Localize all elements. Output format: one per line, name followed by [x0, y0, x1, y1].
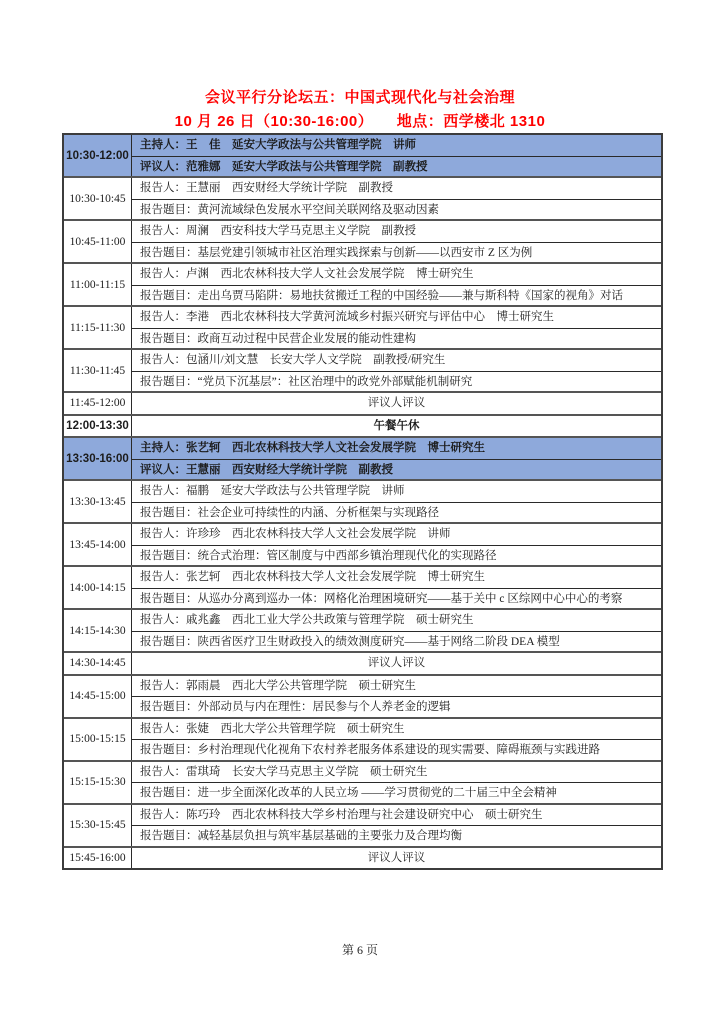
time-cell: 15:00-15:15: [64, 719, 132, 760]
content-line: 报告人：周澜 西安科技大学马克思主义学院 副教授: [140, 225, 416, 237]
schedule-row-group: [64, 522, 661, 565]
content-line: 报告题目：统合式治理：管区制度与中西部乡镇治理现代化的实现路径: [132, 545, 661, 566]
content-cell: [132, 805, 661, 846]
content-line: 报告题目：走出乌贾马陷阱：易地扶贫搬迁工程的中国经验——兼与斯科特《国家的视角》对话: [132, 285, 661, 306]
content-cell: [132, 848, 661, 869]
content-cell: [132, 676, 661, 717]
content-cell: [132, 350, 661, 391]
time-cell: 11:15-11:30: [64, 307, 132, 348]
schedule-row-group: [64, 436, 661, 479]
content-line: 报告题目：减轻基层负担与筑牢基层基础的主要张力及合理均衡: [132, 825, 661, 846]
content-cell: [132, 307, 661, 348]
schedule-row-group: [64, 305, 661, 348]
content-line: 报告人：许珍珍 西北农林科技大学人文社会发展学院 讲师: [140, 528, 451, 540]
page-number: 第 6 页: [341, 943, 378, 957]
schedule-row-group: [64, 176, 661, 219]
content-cell: [132, 393, 661, 414]
time-cell: 10:30-10:45: [64, 178, 132, 219]
schedule-row-group: [64, 348, 661, 391]
content-cell: [132, 610, 661, 651]
content-line: 报告人：包涵川/刘文慧 长安大学人文学院 副教授/研究生: [140, 354, 446, 366]
content-line: 报告人：张婕 西北大学公共管理学院 硕士研究生: [140, 722, 405, 735]
content-line: 评议人：王慧丽 西安财经大学统计学院 副教授: [132, 459, 661, 480]
schedule-row-group: [64, 846, 661, 869]
content-cell: [132, 416, 661, 437]
time-cell: 14:15-14:30: [64, 610, 132, 651]
content-line: 报告人：卢渊 西北农林科技大学人文社会发展学院 博士研究生: [140, 268, 474, 280]
time-cell: 14:45-15:00: [64, 676, 132, 717]
content-line: 报告人：李港 西北农林科技大学黄河流域乡村振兴研究与评估中心 博士研究生: [140, 311, 554, 323]
content-cell: [132, 178, 661, 219]
schedule-row-group: [64, 717, 661, 760]
content-line: 报告题目：乡村治理现代化视角下农村养老服务体系建设的现实需要、障碍瓶颈与实践进路: [132, 739, 661, 760]
time-cell: 15:45-16:00: [64, 848, 132, 869]
content-line: 报告人：福鹏 延安大学政法与公共管理学院 讲师: [140, 485, 405, 497]
time-cell: 14:00-14:15: [64, 567, 132, 608]
schedule-row-group: [64, 760, 661, 803]
content-cell: [132, 438, 661, 479]
content-line: 报告题目：进一步全面深化改革的人民立场 ——学习贯彻党的二十届三中全会精神: [132, 782, 661, 803]
content-line: 报告人：陈巧玲 西北农林科技大学乡村治理与社会建设研究中心 硕士研究生: [140, 808, 543, 821]
content-cell: [132, 135, 661, 176]
time-cell: 11:45-12:00: [64, 393, 132, 414]
schedule-row-group: [64, 479, 661, 522]
content-cell: [132, 481, 661, 522]
content-line: 报告题目：陕西省医疗卫生财政投入的绩效测度研究——基于网络二阶段 DEA 模型: [132, 631, 661, 652]
content-cell: [132, 221, 661, 262]
content-cell: [132, 762, 661, 803]
content-line: 报告题目：“党员下沉基层”：社区治理中的政党外部赋能机制研究: [132, 371, 661, 392]
content-cell: [132, 524, 661, 565]
content-line: 报告题目：从巡办分离到巡办一体：网格化治理困境研究——基于关中 c 区综网中心中心的考察: [132, 588, 661, 609]
content-cell: [132, 264, 661, 305]
time-cell: 11:30-11:45: [64, 350, 132, 391]
schedule-row-group: [64, 803, 661, 846]
content-line: 报告人：郭雨晨 西北大学公共管理学院 硕士研究生: [140, 679, 416, 692]
content-cell: [132, 653, 661, 674]
content-cell: [132, 567, 661, 608]
content-line: 报告人：雷琪琦 长安大学马克思主义学院 硕士研究生: [140, 765, 428, 778]
content-line: 报告人：王慧丽 西安财经大学统计学院 副教授: [140, 182, 393, 194]
schedule-row-group: [64, 651, 661, 674]
content-line: 报告题目：政商互动过程中民营企业发展的能动性建构: [132, 328, 661, 349]
content-line: 报告题目：黄河流域绿色发展水平空间关联网络及驱动因素: [132, 199, 661, 220]
content-line: 评议人评议: [367, 397, 426, 409]
schedule-row-group: [64, 219, 661, 262]
time-cell: 10:30-12:00: [64, 135, 132, 176]
content-line: 报告题目：社会企业可持续性的内涵、分析框架与实现路径: [132, 502, 661, 523]
time-cell: 13:45-14:00: [64, 524, 132, 565]
schedule-row-group: [64, 608, 661, 651]
time-cell: 11:00-11:15: [64, 264, 132, 305]
content-line: 评议人评议: [367, 657, 426, 669]
schedule-row-group: [64, 135, 661, 176]
schedule-row-group: [64, 674, 661, 717]
content-line: 报告人：张艺轲 西北农林科技大学人文社会发展学院 博士研究生: [140, 571, 485, 583]
schedule-row-group: [64, 414, 661, 437]
schedule-row-group: [64, 262, 661, 305]
time-cell: 15:30-15:45: [64, 805, 132, 846]
content-line: 报告人：戚兆鑫 西北工业大学公共政策与管理学院 硕士研究生: [140, 614, 474, 626]
time-cell: 13:30-13:45: [64, 481, 132, 522]
content-line: 评议人评议: [367, 851, 426, 864]
time-cell: 14:30-14:45: [64, 653, 132, 674]
content-line: 午餐午休: [373, 419, 420, 432]
time-cell: 12:00-13:30: [64, 416, 132, 437]
schedule-row-group: [64, 565, 661, 608]
content-line: 主持人：张艺轲 西北农林科技大学人文社会发展学院 博士研究生: [140, 442, 485, 454]
content-line: 主持人：王 佳 延安大学政法与公共管理学院 讲师: [140, 139, 416, 151]
content-line: 评议人：范雅娜 延安大学政法与公共管理学院 副教授: [132, 156, 661, 177]
time-cell: 13:30-16:00: [64, 438, 132, 479]
forum-datetime-location: 10 月 26 日（10:30-16:00） 地点：西学楼北 1310: [174, 113, 546, 130]
forum-title: 会议平行分论坛五：中国式现代化与社会治理: [204, 89, 515, 106]
schedule-table: [62, 133, 663, 870]
time-cell: 15:15-15:30: [64, 762, 132, 803]
content-line: 报告题目：外部动员与内在理性：居民参与个人养老金的逻辑: [132, 696, 661, 717]
content-cell: [132, 719, 661, 760]
schedule-row-group: [64, 391, 661, 414]
time-cell: 10:45-11:00: [64, 221, 132, 262]
content-line: 报告题目：基层党建引领城市社区治理实践探索与创新——以西安市 Z 区为例: [132, 242, 661, 263]
